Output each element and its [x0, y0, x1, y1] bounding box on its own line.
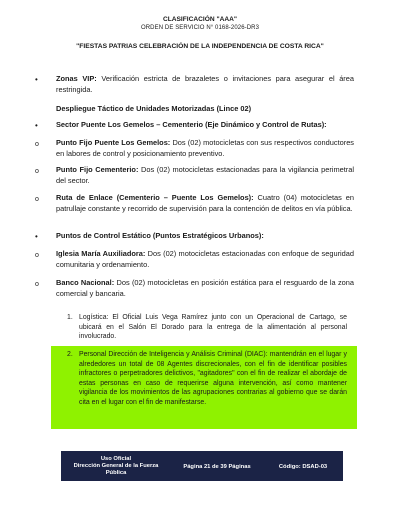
vip-zones-paragraph [56, 74, 354, 95]
link-route-label: Ruta de Enlace (Cementerio – Puente Los Gemelos): [56, 193, 254, 202]
bank-text: Dos (02) motocicletas en posición estática para el resguardo de la zona comercial y bancaria. [56, 278, 354, 298]
church-paragraph [56, 249, 354, 270]
bridge-fixed-point-label: Punto Fijo Puente Los Gemelos: [56, 138, 171, 147]
circle-bullet-icon: o [35, 252, 39, 259]
bridge-fixed-point-paragraph [56, 138, 354, 159]
footer-use-label: Uso Oficial [100, 456, 132, 462]
church-label: Iglesia María Auxiliadora: [56, 249, 146, 258]
bullet-icon: • [35, 232, 38, 241]
bullet-icon: • [35, 121, 38, 130]
classification-label: CLASIFICACIÓN "AAA" [162, 16, 238, 23]
footer-direction-label: Dirección General de la Fuerza Pública [73, 462, 159, 476]
service-order-number: ORDEN DE SERVICIO N° 0168-2026-DR3 [140, 25, 260, 31]
circle-bullet-icon: o [35, 168, 39, 175]
event-title: "FIESTAS PATRIAS CELEBRACIÓN DE LA INDEPENDENCIA DE COSTA RICA" [76, 43, 324, 50]
cemetery-fixed-point-text: Dos (02) motocicletas estacionadas para la vigilancia perimetral del sector. [56, 165, 354, 185]
bullet-icon: • [35, 75, 38, 84]
deployment-title: Despliegue Táctico de Unidades Motorizadas (Lince 02) [56, 104, 252, 113]
circle-bullet-icon: o [35, 281, 39, 288]
list-item [67, 313, 347, 342]
bridge-fixed-point-text: Dos (02) motocicletas con sus respectivos conductores en labores de control y posicionamiento preventivo. [56, 138, 354, 158]
cemetery-fixed-point-paragraph [56, 165, 354, 186]
link-route-paragraph [56, 193, 354, 214]
list-item [67, 350, 347, 408]
footer-document-code: Código: DSAD-03 [278, 464, 328, 470]
item-number: 2. [67, 351, 73, 358]
diac-personnel-text: Personal Dirección de Inteligencia y Análisis Criminal (DIAC): mantendrán en el lugar y alrededores un total de 08 Agentes discrecionales, con el fin de identificar posibles infractores o perpetradores delictivos, "agitadores" con el fin de realizar el abordaje de estas personas en caso de requerirse alguna intervención, así como mantener vigilancia de los movimientos de las agrupaciones contrarias al gobierno que se darán cita en el lugar con el fin de manifestarse. [79, 351, 347, 406]
page-footer [61, 451, 343, 481]
item-number: 1. [67, 314, 73, 321]
footer-page-number: Página 21 de 39 Páginas [183, 464, 251, 470]
logistics-text: Logística: El Oficial Luis Vega Ramírez junto con un Operacional de Cartago, se ubicará en el Salón El Dorado para la entrega de la alimentación al personal involucrado. [79, 314, 347, 341]
bank-label: Banco Nacional: [56, 278, 115, 287]
bank-paragraph [56, 278, 354, 299]
church-text: Dos (02) motocicletas estacionadas con enfoque de seguridad comunitaria y ordenamiento. [56, 249, 354, 269]
vip-zones-text: Verificación estricta de brazaletes o invitaciones para asegurar el área restringida. [56, 74, 354, 94]
footer-direction-block [67, 456, 165, 476]
control-points-heading: Puntos de Control Estático (Puntos Estratégicos Urbanos): [56, 231, 264, 240]
circle-bullet-icon: o [35, 141, 39, 148]
circle-bullet-icon: o [35, 196, 39, 203]
vip-zones-label: Zonas VIP: [56, 74, 97, 83]
cemetery-fixed-point-label: Punto Fijo Cementerio: [56, 165, 139, 174]
link-route-text: Cuatro (04) motocicletas en patrullaje constante y recorrido de supervisión para la contención de delitos en vía pública. [56, 193, 354, 213]
sector-heading: Sector Puente Los Gemelos – Cementerio (Eje Dinámico y Control de Rutas): [56, 120, 327, 129]
